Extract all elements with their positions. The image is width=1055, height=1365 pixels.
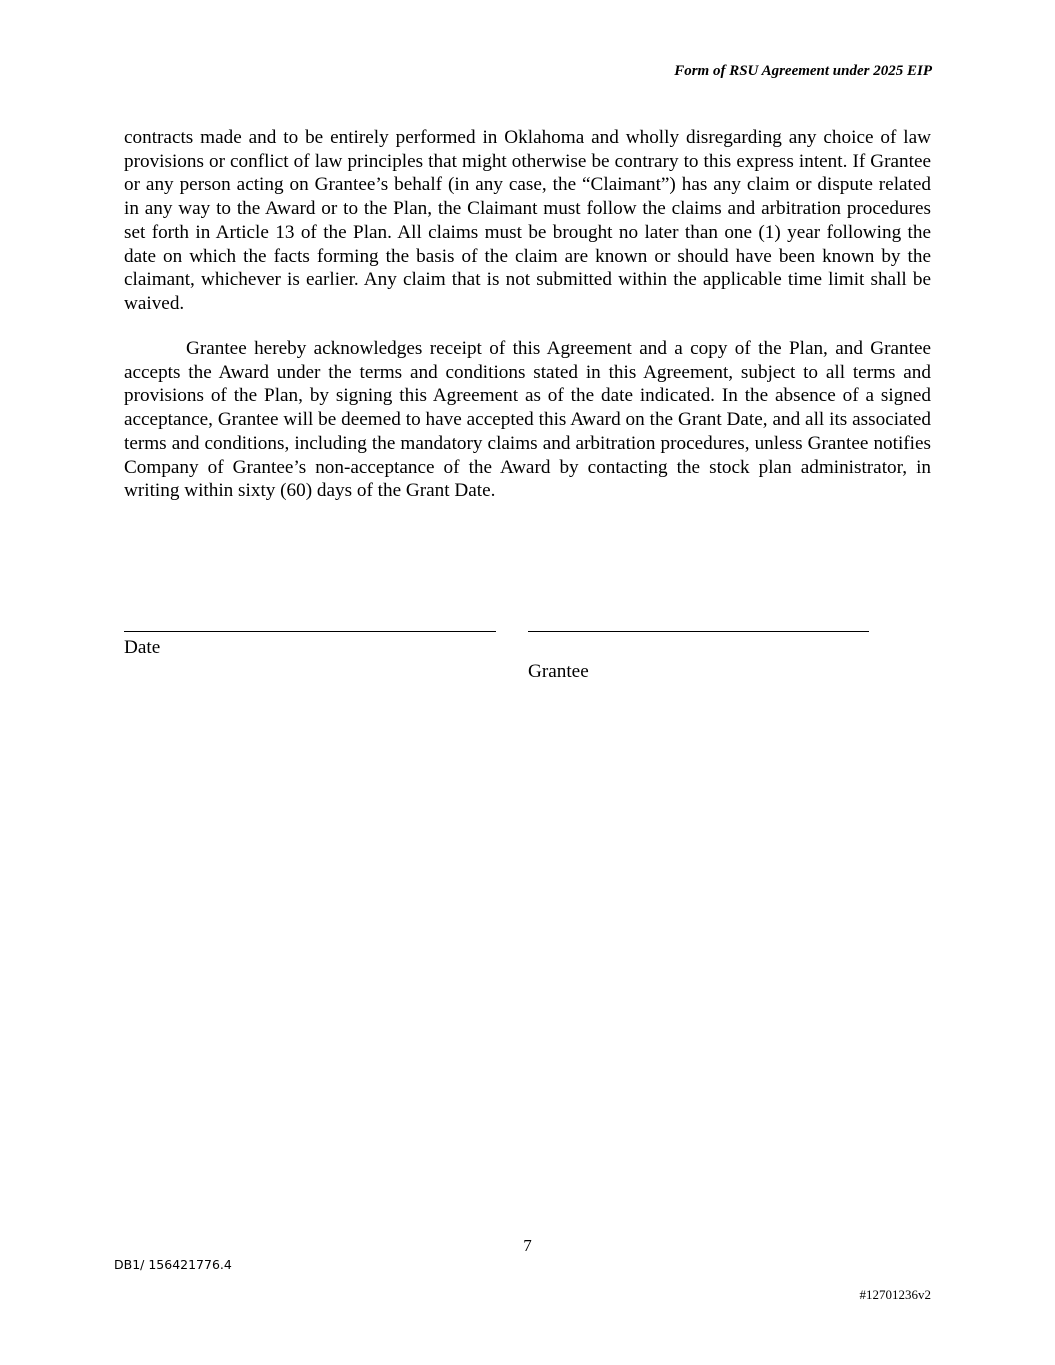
paragraph-acknowledgement: Grantee hereby acknowledges receipt of this Agreement and a copy of the Plan, and Grantee accepts the Award under the terms and conditions stated in this Agreement, subject to all terms and provisions of the Plan, by signing this Agreement as of the date indicated. In the absence of a signed acceptance, Grantee will be deemed to have accepted this Award on the Grant Date, and all its associated terms and conditions, including the mandatory claims and arbitration procedures, unless Grantee notifies Company of Grantee’s non-acceptance of the Award by contacting the stock plan administrator, in writing within sixty (60) days of the Grant Date. bbox=[124, 338, 931, 502]
page-number: 7 bbox=[523, 1236, 532, 1255]
grantee-label: Grantee bbox=[528, 661, 589, 682]
page-header-title: Form of RSU Agreement under 2025 EIP bbox=[674, 63, 932, 79]
date-label: Date bbox=[124, 637, 161, 658]
version-id: #12701236v2 bbox=[859, 1287, 931, 1302]
paragraph-governing-law-claims: contracts made and to be entirely performed in Oklahoma and wholly disregarding any choice of law provisions or conflict of law principles that might otherwise be contrary to this express intent. If Grantee or any person acting on Grantee’s behalf (in any case, the “Claimant”) has any claim or dispute related in any way to the Award or to the Plan, the Claimant must follow the claims and arbitration procedures set forth in Article 13 of the Plan. All claims must be brought no later than one (1) year following the date on which the facts forming the basis of the claim are known or should have been known by the claimant, whichever is earlier. Any claim that is not submitted within the applicable time limit shall be waived. bbox=[124, 127, 931, 314]
grantee-signature-line bbox=[528, 631, 869, 632]
document-id: DB1/ 156421776.4 bbox=[114, 1257, 232, 1272]
date-signature-line bbox=[124, 631, 496, 632]
